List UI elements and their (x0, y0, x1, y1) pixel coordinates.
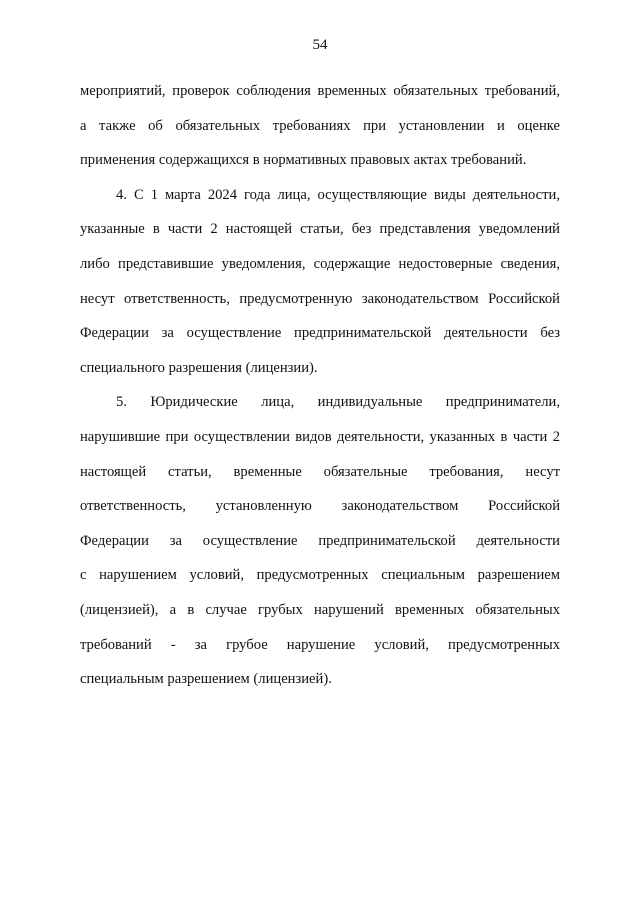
paragraph-continuation (80, 74, 560, 178)
text-line: 4. С 1 марта 2024 года лица, осуществляющие виды деятельности, (116, 186, 560, 203)
text-line: Федерации за осуществление предпринимательской деятельности без (80, 325, 560, 342)
text-line: Федерации за осуществление предпринимательской деятельности (80, 532, 560, 549)
text-line: указанные в части 2 настоящей статьи, без представления уведомлений (80, 221, 560, 238)
page-number: 54 (312, 37, 328, 53)
document-body (80, 74, 560, 697)
text-line: 5. Юридические лица, индивидуальные предприниматели, (116, 394, 560, 411)
text-line: настоящей статьи, временные обязательные требования, несут (80, 463, 560, 480)
text-line: применения содержащихся в нормативных правовых актах требований. (80, 152, 527, 169)
text-line: несут ответственность, предусмотренную законодательством Российской (80, 290, 560, 307)
text-line: специальным разрешением (лицензией). (80, 671, 332, 688)
text-line: специального разрешения (лицензии). (80, 359, 318, 376)
text-line: а также об обязательных требованиях при установлении и оценке (80, 117, 560, 134)
text-line: с нарушением условий, предусмотренных специальным разрешением (80, 567, 560, 584)
text-line: требований - за грубое нарушение условий, предусмотренных (80, 636, 560, 653)
text-line: либо представившие уведомления, содержащие недостоверные сведения, (80, 255, 560, 272)
text-line: (лицензией), а в случае грубых нарушений временных обязательных (80, 601, 560, 618)
text-line: нарушившие при осуществлении видов деятельности, указанных в части 2 (80, 428, 560, 445)
text-line: мероприятий, проверок соблюдения временных обязательных требований, (80, 83, 560, 99)
paragraph-item-5 (80, 385, 560, 696)
paragraph-item-4 (80, 178, 560, 386)
text-line: ответственность, установленную законодательством Российской (80, 498, 560, 515)
